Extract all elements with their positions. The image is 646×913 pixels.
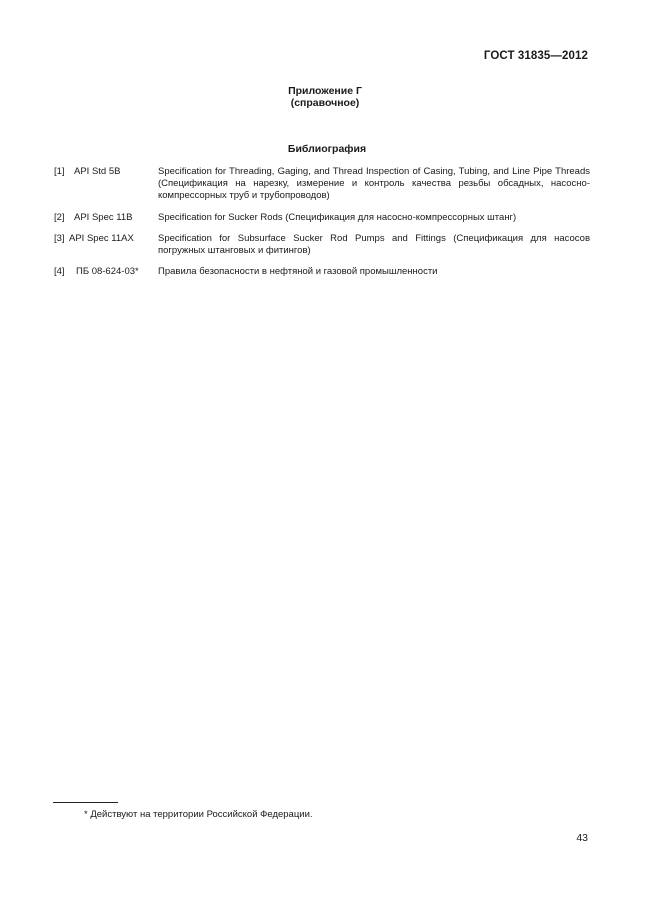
bibliography-entry [54,266,590,278]
entry-number: [3] [54,232,65,244]
entry-code: API Spec 11B [74,211,133,223]
entry-code: ПБ 08-624-03* [76,266,139,278]
annex-title: Приложение Г [288,85,362,97]
footnote: * Действуют на территории Российской Федерации. [84,809,313,820]
entry-text: Specification for Sucker Rods (Спецификация для насосно-компрессорных штанг) [158,211,517,223]
annex-subtitle: (справочное) [290,97,360,109]
bibliography-entry [54,212,590,224]
page-number: 43 [576,832,588,844]
entry-text: Specification for Threading, Gaging, and Thread Inspection of Casing, Tubing, and Line Pipe Threads (Спецификация на нарезку, измерение и контроль качества резьбы обсадных, насосно-компрессорных труб и трубопроводов) [158,166,590,202]
bibliography-title: Библиография [287,143,367,155]
annex-heading [0,85,646,109]
bibliography-list [54,166,590,287]
bibliography-entry [54,233,590,257]
entry-code: API Spec 11AX [69,232,134,244]
entry-number: [2] [54,211,65,223]
document-code: ГОСТ 31835—2012 [483,50,588,62]
footnote-divider [53,802,118,803]
entry-number: [4] [54,266,65,278]
entry-text: Правила безопасности в нефтяной и газовой промышленности [158,266,438,278]
entry-code: API Std 5B [74,166,121,177]
entry-number: [1] [54,166,65,177]
bibliography-entry [54,166,590,203]
entry-text: Specification for Subsurface Sucker Rod Pumps and Fittings (Спецификация для насосов погружных штанговых и фитингов) [158,232,590,257]
